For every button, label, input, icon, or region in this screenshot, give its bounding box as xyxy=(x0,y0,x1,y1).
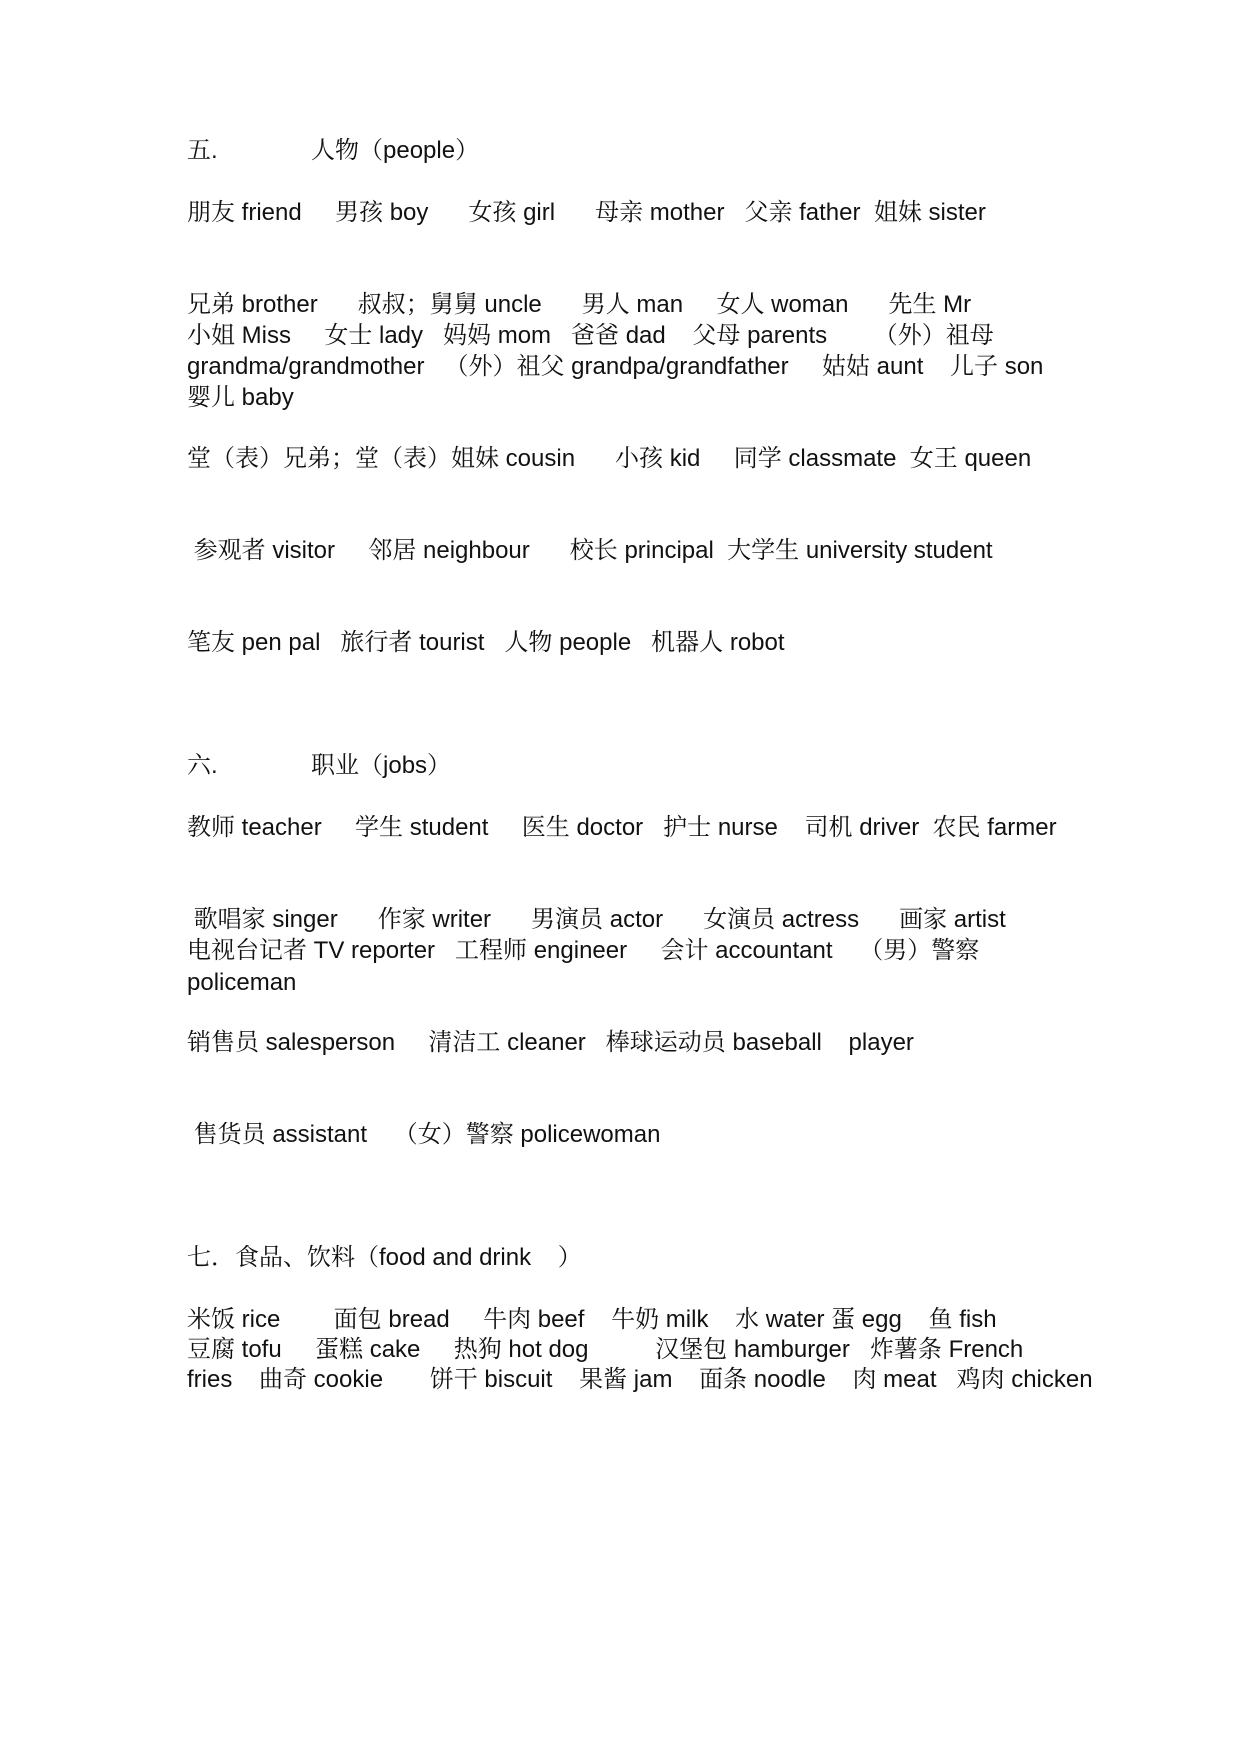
section-7-line-1: 米饭 rice 面包 bread 牛肉 beef 牛奶 milk 水 water 蛋 egg 鱼 fish xyxy=(187,1306,997,1333)
section-5-line-4: grandma/grandmother （外）祖父 grandpa/grandfather 姑姑 aunt 儿子 son xyxy=(187,353,1044,380)
section-6-line-5: 销售员 salesperson 清洁工 cleaner 棒球运动员 baseball player xyxy=(187,1029,914,1056)
section-7-line-2: 豆腐 tofu 蛋糕 cake 热狗 hot dog 汉堡包 hamburger 炸薯条 French xyxy=(187,1336,1024,1363)
section-6-line-2: 歌唱家 singer 作家 writer 男演员 actor 女演员 actress 画家 artist xyxy=(187,906,1006,933)
section-5-heading: 五. 人物（people） xyxy=(187,137,480,164)
section-5-line-5: 婴儿 baby xyxy=(187,384,294,411)
section-5-line-6: 堂（表）兄弟；堂（表）姐妹 cousin 小孩 kid 同学 classmate 女王 queen xyxy=(187,445,1032,472)
section-5-line-2: 兄弟 brother 叔叔；舅舅 uncle 男人 man 女人 woman 先生 Mr xyxy=(187,291,972,318)
section-7-line-3: fries 曲奇 cookie 饼干 biscuit 果酱 jam 面条 noodle 肉 meat 鸡肉 chicken xyxy=(187,1366,1093,1393)
section-6-heading: 六. 职业（jobs） xyxy=(187,752,452,779)
section-6-line-1: 教师 teacher 学生 student 医生 doctor 护士 nurse 司机 driver 农民 farmer xyxy=(187,814,1057,841)
section-6-line-6: 售货员 assistant （女）警察 policewoman xyxy=(187,1121,661,1148)
section-7-heading: 七．食品、饮料（food and drink ） xyxy=(187,1244,582,1271)
section-5-line-3: 小姐 Miss 女士 lady 妈妈 mom 爸爸 dad 父母 parents （外）祖母 xyxy=(187,322,994,349)
section-5-line-7: 参观者 visitor 邻居 neighbour 校长 principal 大学生 university student xyxy=(187,537,993,564)
section-6-line-4: policeman xyxy=(187,969,297,996)
section-6-line-3: 电视台记者 TV reporter 工程师 engineer 会计 accountant （男）警察 xyxy=(187,937,980,964)
section-5-line-1: 朋友 friend 男孩 boy 女孩 girl 母亲 mother 父亲 father 姐妹 sister xyxy=(187,199,986,226)
section-5-line-8: 笔友 pen pal 旅行者 tourist 人物 people 机器人 robot xyxy=(187,629,785,656)
